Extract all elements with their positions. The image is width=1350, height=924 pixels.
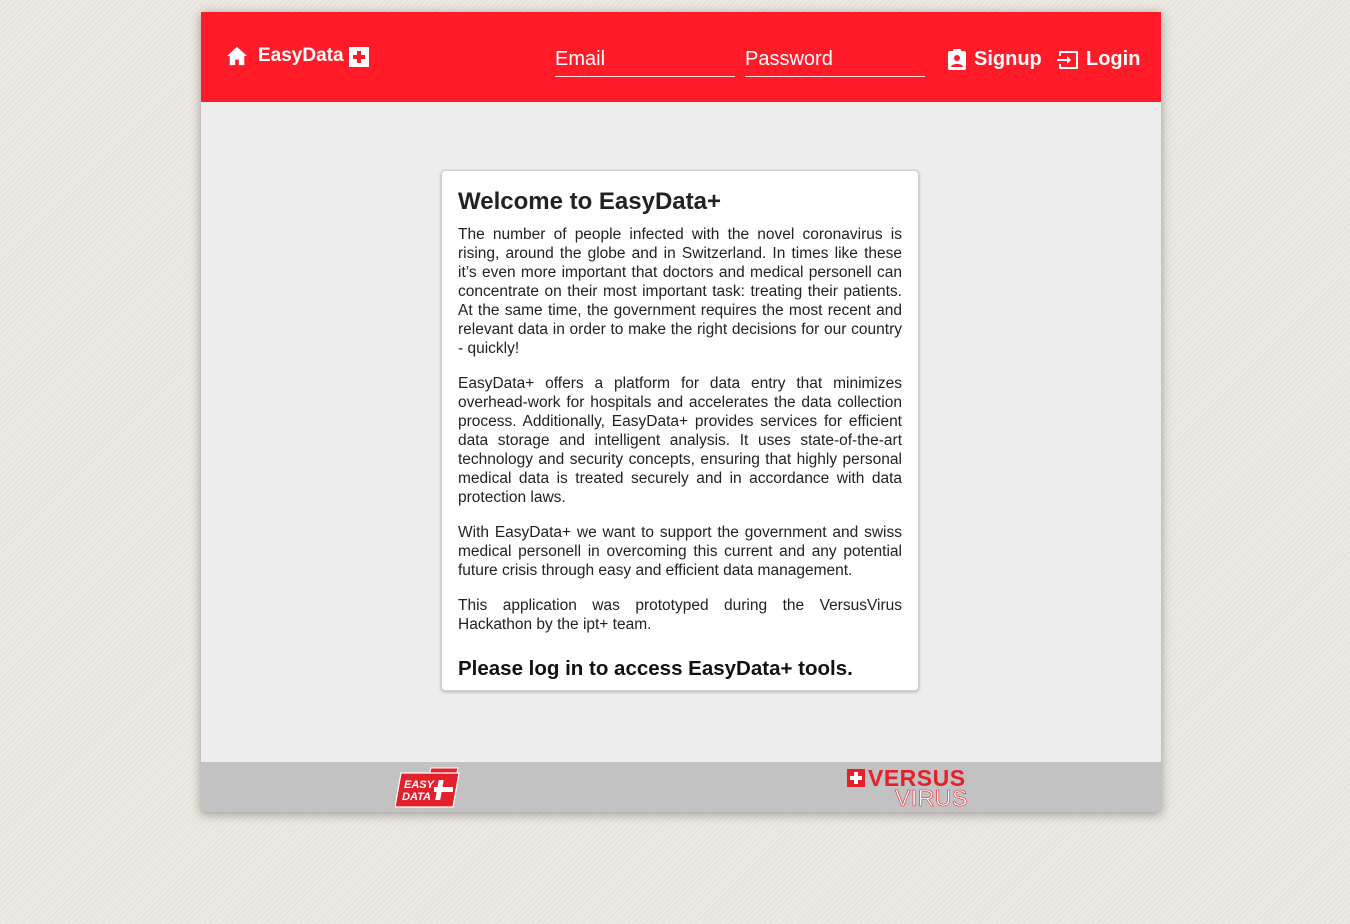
platform-paragraph: EasyData+ offers a platform for data entry that minimizes overhead-work for hospitals and accelerates the data collection process. Additionally, EasyData+ provides services for efficient data storage and intelligent analysis. It uses state-of-the-art technology and security concepts, ensuring that highly personal medical data is treated securely and in accordance with data protection laws. [458, 375, 902, 506]
intro-paragraph: The number of people infected with the novel coronavirus is rising, around the globe and in Switzerland. In times like these it’s even more important that doctors and medical personell can concentrate on their most important task: treating their patients. At the same time, the government requires the most recent and relevant data in order to make the right decisions for our country - quickly! [458, 226, 902, 357]
email-field[interactable] [555, 42, 735, 77]
brand-name: EasyData [258, 45, 344, 66]
login-label: Login [1086, 48, 1141, 70]
home-link[interactable] [226, 45, 369, 67]
swiss-cross-icon [847, 769, 865, 787]
signup-label: Signup [974, 48, 1042, 70]
easydata-logo [395, 767, 461, 809]
login-arrow-icon [1057, 50, 1086, 70]
versusvirus-logo [847, 767, 969, 809]
footer [201, 762, 1161, 812]
credits-paragraph: This application was prototyped during the VersusVirus Hackathon by the ipt+ team. [458, 597, 902, 633]
easydata-logo-line1: EASY [404, 779, 434, 791]
login-prompt: Please log in to access EasyData+ tools. [458, 657, 853, 680]
easydata-logo-line2: DATA [402, 791, 431, 803]
login-button[interactable] [1057, 48, 1140, 71]
signup-button[interactable] [947, 48, 1042, 71]
welcome-title: Welcome to EasyData+ [458, 188, 722, 215]
password-field[interactable] [745, 42, 925, 77]
welcome-card [441, 170, 919, 691]
mission-paragraph: With EasyData+ we want to support the government and swiss medical personell in overcoming this current and any potential future crisis through easy and efficient data management. [458, 524, 902, 579]
app-window [201, 12, 1161, 812]
home-icon [226, 46, 248, 66]
swiss-cross-icon [349, 47, 369, 67]
top-app-bar [201, 12, 1161, 102]
virus-text: VIRUS [895, 785, 968, 811]
contact-badge-icon [947, 49, 974, 71]
versus-text: VERSUS [868, 765, 966, 791]
